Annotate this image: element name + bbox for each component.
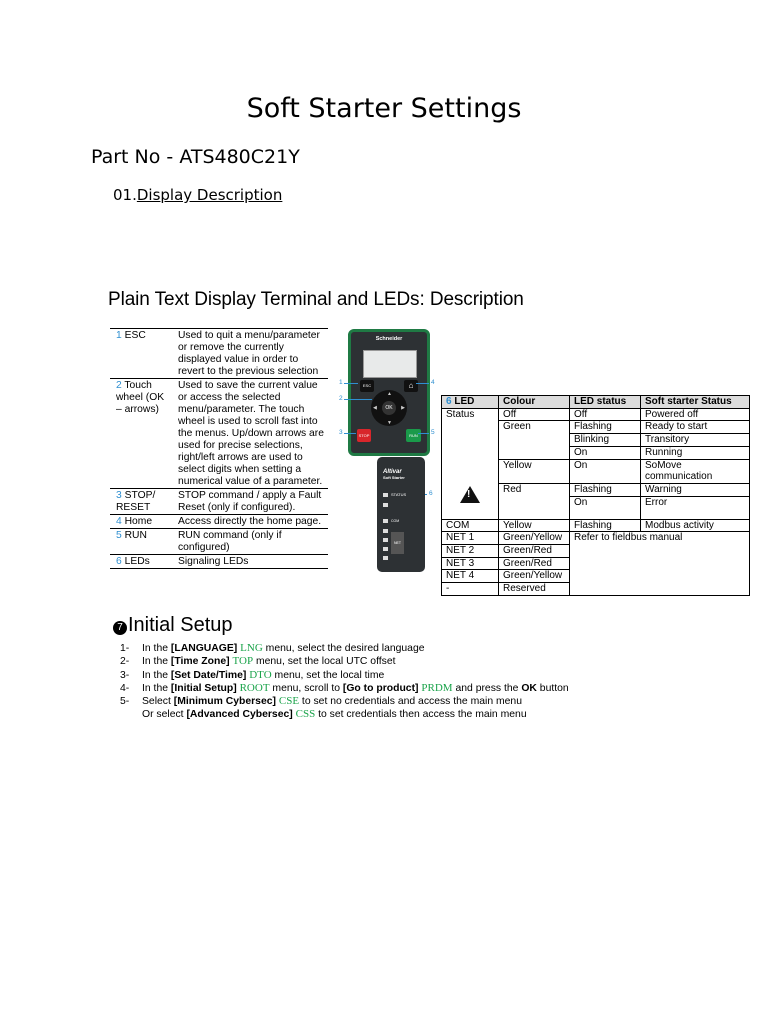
- key-desc: Signaling LEDs: [172, 555, 328, 569]
- col-led: 6 LED: [442, 396, 499, 409]
- led-panel-illustration: [377, 457, 425, 572]
- callout-3: 3: [339, 429, 343, 436]
- key-desc: RUN command (only if configured): [172, 529, 328, 555]
- stop-reset-button: STOP: [357, 429, 371, 442]
- touch-wheel: [371, 390, 407, 426]
- callout-6: 6: [429, 490, 433, 497]
- home-button: [404, 380, 418, 392]
- terminal-screen: [363, 350, 417, 378]
- section-number: 01.: [113, 186, 137, 204]
- key-name: 3 STOP/ RESET: [110, 489, 172, 515]
- table-row: Green Flashing Ready to start: [442, 421, 750, 434]
- key-desc: Used to save the current value or access the selected menu/parameter. The touch wheel is used to scroll fast into the menus. Up/down arrows are used for precise selections, right/left arrows are used to select digits when setting a numerical value of a parameter.: [172, 379, 328, 489]
- warning-cell: [442, 483, 499, 519]
- table-row: Status Off Off Powered off: [442, 408, 750, 421]
- table-row: On Error: [442, 496, 750, 519]
- figure-title: Plain Text Display Terminal and LEDs: Description: [108, 289, 524, 310]
- home-icon: ⌂: [408, 381, 414, 390]
- key-name: 6 LEDs: [110, 555, 172, 569]
- key-name: 5 RUN: [110, 529, 172, 555]
- status-label: STATUS: [391, 492, 407, 497]
- arrow-left-icon: ◀: [373, 405, 377, 411]
- setup-steps: [120, 642, 569, 722]
- table-row: COM Yellow Flashing Modbus activity: [442, 519, 750, 532]
- arrow-right-icon: ▶: [401, 405, 405, 411]
- com-label: COM: [391, 519, 400, 523]
- callout-5: 5: [431, 429, 435, 436]
- altivar-brand: Altivar Soft Starter: [383, 469, 405, 480]
- table-row: Yellow On SoMove communication: [442, 459, 750, 483]
- setup-step-1: 1- In the [LANGUAGE] LNG menu, select the desired language: [120, 642, 425, 654]
- table-row: [110, 379, 328, 489]
- step-number-badge: 7: [113, 621, 127, 635]
- run-button: RUN: [406, 429, 421, 442]
- key-description-table: [110, 328, 328, 569]
- key-desc: Access directly the home page.: [172, 515, 328, 529]
- table-row: [110, 515, 328, 529]
- ok-button: OK: [382, 401, 396, 415]
- table-row: NET 4 Green/Yellow: [442, 570, 750, 583]
- key-name: 1 ESC: [110, 329, 172, 379]
- table-row: [110, 555, 328, 569]
- table-row: NET 2 Green/Red: [442, 545, 750, 558]
- table-row: [110, 529, 328, 555]
- table-row: ! Red Flashing Warning: [442, 483, 750, 496]
- col-colour: Colour: [499, 396, 570, 409]
- document-title: Soft Starter Settings: [246, 93, 522, 124]
- setup-step-3: 3- In the [Set Date/Time] DTO menu, set the local time: [120, 668, 385, 681]
- col-led-status: LED status: [570, 396, 641, 409]
- led-status-table: [441, 395, 750, 596]
- led-name: Status: [442, 408, 499, 483]
- setup-step-2: 2- In the [Time Zone] TOP menu, set the local UTC offset: [120, 655, 396, 668]
- esc-button: ESC: [360, 380, 374, 392]
- table-row: [110, 489, 328, 515]
- section-heading: [113, 186, 282, 204]
- setup-step-5: 5- Select [Minimum Cybersec] CSE to set no credentials and access the main menu: [120, 695, 522, 708]
- col-soft-starter-status: Soft starter Status: [641, 396, 750, 409]
- table-row: Blinking Transitory: [442, 434, 750, 447]
- key-name: 2 Touch wheel (OK – arrows): [110, 379, 172, 489]
- key-desc: STOP command / apply a Fault Reset (only if configured).: [172, 489, 328, 515]
- callout-4: 4: [431, 379, 435, 386]
- table-row: [110, 329, 328, 379]
- section-label: Display Description: [136, 186, 283, 204]
- table-header-row: [442, 396, 750, 409]
- key-desc: Used to quit a menu/parameter or remove the currently displayed value in order to revert to the previous selection: [172, 329, 328, 379]
- table-row: NET 1 Green/Yellow Refer to fieldbus manual: [442, 532, 750, 545]
- warning-triangle-icon: !: [460, 486, 480, 503]
- callout-2: 2: [339, 395, 343, 402]
- net-label: NET: [391, 532, 404, 554]
- key-name: 4 Home: [110, 515, 172, 529]
- arrow-up-icon: ▲: [387, 391, 392, 397]
- schneider-logo: Schneider: [375, 336, 403, 342]
- part-number: Part No - ATS480C21Y: [91, 146, 300, 168]
- fieldbus-note: Refer to fieldbus manual: [570, 532, 750, 596]
- table-row: - Reserved: [442, 583, 750, 596]
- table-row: NET 3 Green/Red: [442, 557, 750, 570]
- table-row: On Running: [442, 446, 750, 459]
- setup-step-4: 4- In the [Initial Setup] ROOT menu, scroll to [Go to product] PRDM and press the OK button: [120, 681, 569, 694]
- display-terminal-illustration: [348, 329, 430, 456]
- arrow-down-icon: ▼: [387, 420, 392, 426]
- initial-setup-heading: 7 Initial Setup: [113, 614, 233, 637]
- setup-step-5-alt: Or select [Advanced Cybersec] CSS to set credentials then access the main menu: [142, 708, 527, 721]
- callout-1: 1: [339, 379, 343, 386]
